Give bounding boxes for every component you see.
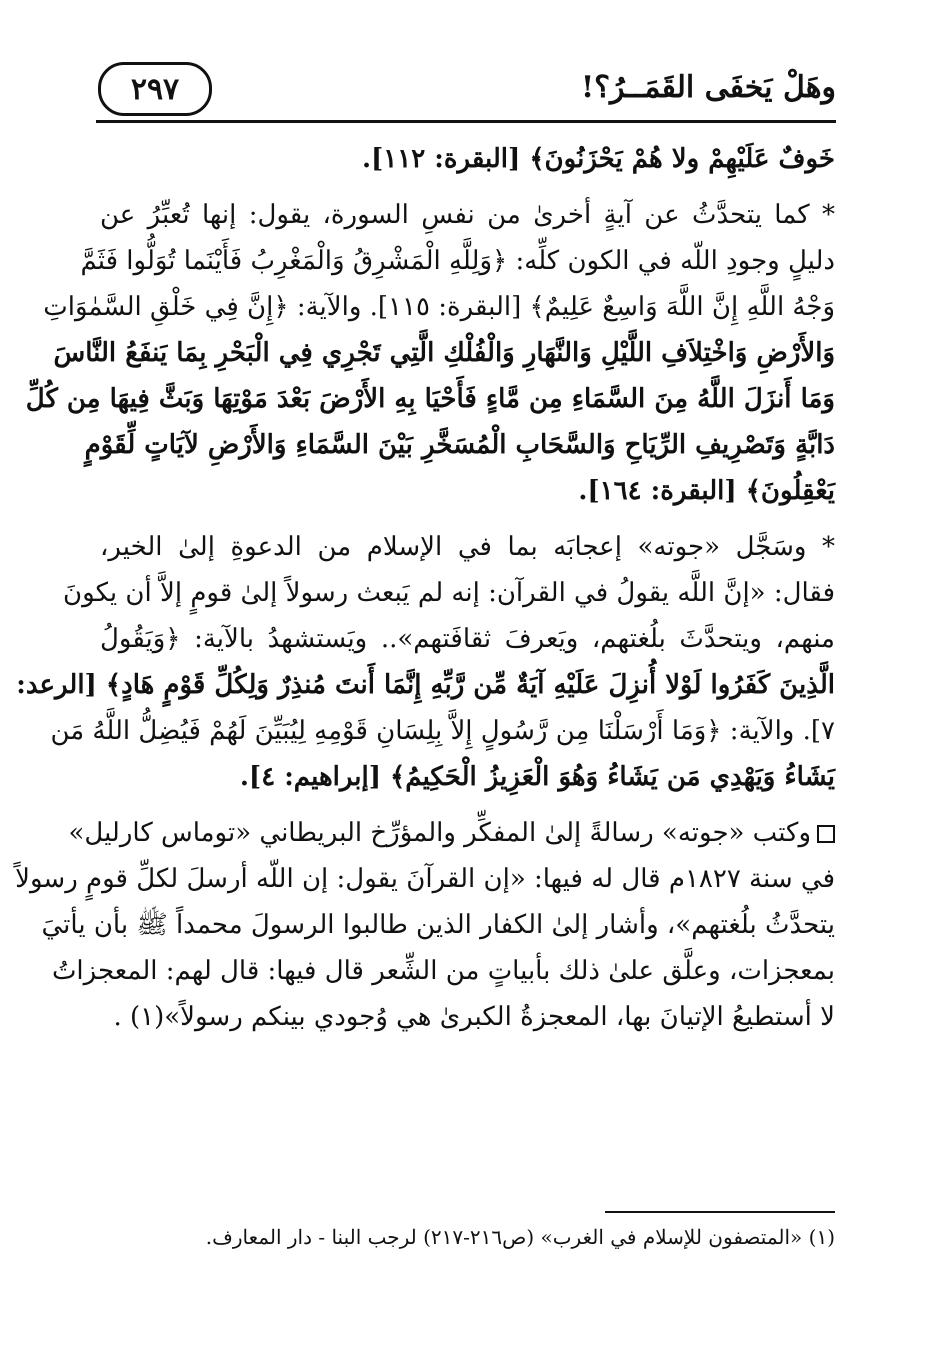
text-line: منهم، ويتحدَّثَ بلُغتهم، ويَعرفَ ثقافَتهم».. ويَستشهدُ بالآية: ﴿وَيَقُولُ bbox=[100, 624, 835, 654]
text-line: يَشَاءُ وَيَهْدِي مَن يَشَاءُ وَهُوَ الْعَزِيزُ الْحَكِيمُ﴾ [إبراهيم: ٤]. bbox=[239, 762, 835, 792]
text-line: الَّذِينَ كَفَرُوا لَوْلا أُنزِلَ عَلَيْهِ آيَةٌ مِّن رَّبِّهِ إِنَّمَا أَنتَ مُنذِرٌ وَلِكُلِّ قَوْمٍ هَادٍ﴾ [الرعد: bbox=[16, 670, 835, 700]
header-rule bbox=[96, 120, 836, 123]
paragraph-2 bbox=[25, 192, 835, 514]
text-line: وَالأَرْضِ وَاخْتِلاَفِ اللَّيْلِ وَالنَّهَارِ وَالْفُلْكِ الَّتِي تَجْرِي فِي الْبَحْرِ بِمَا يَنفَعُ النَّاسَ bbox=[53, 338, 835, 368]
paragraph-3 bbox=[16, 524, 835, 800]
text-line: * وسَجَّل «جوته» إعجابَه بما في الإسلام من الدعوةِ إلىٰ الخير، bbox=[100, 532, 835, 562]
text-line: في سنة ١٨٢٧م قال له فيها: «إن القرآنَ يقول: إن اللّه أرسلَ لكلِّ قومٍ رسولاً bbox=[15, 864, 835, 894]
text-line: لا أستطيعُ الإتيانَ بها، المعجزةُ الكبرىٰ هي وُجودي بينكم رسولاً»(١) . bbox=[113, 1002, 835, 1032]
paragraph-4 bbox=[15, 810, 835, 1040]
text-line: يتحدَّثُ بلُغتهم»، وأشار إلىٰ الكفار الذين طالبوا الرسولَ محمداً ﷺ بأن يأتيَ bbox=[41, 910, 835, 940]
square-bullet-icon bbox=[817, 825, 835, 843]
text-line: ٧]. والآية: ﴿وَمَا أَرْسَلْنَا مِن رَّسُولٍ إِلاَّ بِلِسَانِ قَوْمِهِ لِيُبَيِّنَ لَهُمْ فَيُضِلُّ اللَّهُ مَن bbox=[50, 716, 835, 746]
text-line: دَابَّةٍ وَتَصْرِيفِ الرِّيَاحِ وَالسَّحَابِ الْمُسَخَّرِ بَيْنَ السَّمَاءِ وَالأَرْضِ لآيَاتٍ لِّقَوْمٍ bbox=[84, 430, 835, 460]
text-line: وَمَا أَنزَلَ اللَّهُ مِنَ السَّمَاءِ مِن مَّاءٍ فَأَحْيَا بِهِ الأَرْضَ بَعْدَ مَوْتِهَا وَبَثَّ فِيهَا مِن كُلِّ bbox=[25, 384, 835, 414]
paragraph-1 bbox=[100, 136, 835, 182]
text-line: وَجْهُ اللَّهِ إِنَّ اللَّهَ وَاسِعٌ عَلِيمٌ﴾ [البقرة: ١١٥]. والآية: ﴿إِنَّ فِي خَلْقِ السَّمٰوَاتِ bbox=[43, 292, 835, 322]
text-line: * كما يتحدَّثُ عن آيةٍ أخرىٰ من نفسِ السورة، يقول: إنها تُعبِّرُ عن bbox=[100, 200, 835, 230]
body-text bbox=[15, 136, 835, 1050]
text-line: دليلٍ وجودِ اللّه في الكون كلِّه: ﴿وَلِلَّهِ الْمَشْرِقُ وَالْمَغْرِبُ فَأَيْنَما تُوَلُّوا فَثَمَّ bbox=[80, 246, 835, 276]
footnote: (١) «المتصفون للإسلام في الغرب» (ص٢١٦-٢١٧) لرجب البنا - دار المعارف. bbox=[205, 1225, 835, 1249]
text-line: خَوفٌ عَلَيْهِمْ ولا هُمْ يَحْزَنُونَ﴾ [البقرة: ١١٢]. bbox=[361, 144, 835, 174]
text-line bbox=[68, 810, 835, 856]
footnote-rule bbox=[605, 1211, 835, 1213]
text-line: فقال: «إنَّ اللَّه يقولُ في القرآن: إنه لم يَبعث رسولاً إلىٰ قومٍ إلاَّ أن يكونَ bbox=[63, 578, 835, 608]
running-title: وهَلْ يَخفَى القَمَــرُ؟! bbox=[580, 70, 836, 105]
text-line: يَعْقِلُونَ﴾ [البقرة: ١٦٤]. bbox=[578, 476, 835, 506]
page-header bbox=[96, 62, 836, 118]
page-number: ٢٩٧ bbox=[98, 62, 212, 116]
text-line-content: وكتب «جوته» رسالةً إلىٰ المفكِّر والمؤرِّخ البريطاني «توماس كارليل» bbox=[68, 818, 811, 848]
text-line: بمعجزات، وعلَّق علىٰ ذلك بأبياتٍ من الشِّعر قال فيها: قال لهم: المعجزاتُ bbox=[51, 956, 835, 986]
